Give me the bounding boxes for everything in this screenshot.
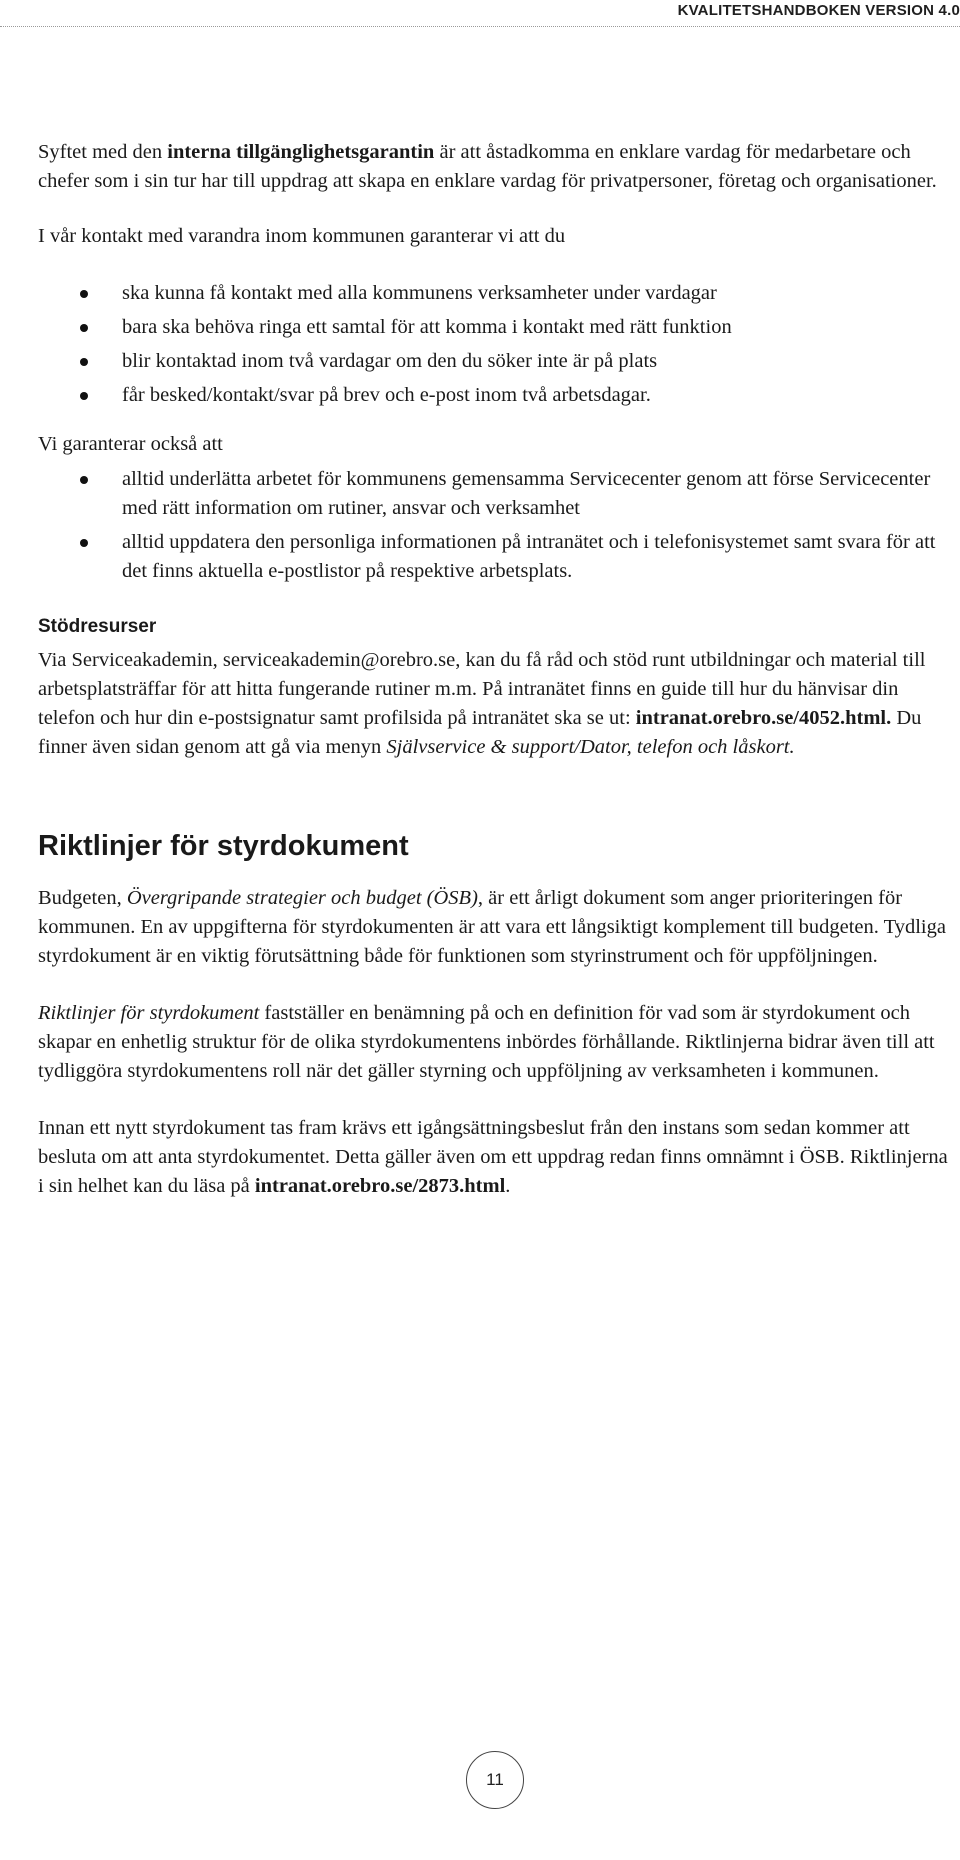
header-divider	[0, 26, 960, 27]
list-item	[38, 279, 948, 308]
list-item-text: ska kunna få kontakt med alla kommunens verksamheter under vardagar	[122, 282, 717, 304]
bullet-icon	[80, 539, 88, 547]
budget-text-end: , är ett årligt dokument som anger prioriteringen för kommunen. En av uppgifterna för styrdokumenten är att vara ett långsiktigt komplement till budgeten. Tydliga styrdokument är en viktig förutsättning både för funktionen som styrinstrument och för uppföljningen.	[38, 887, 946, 967]
decision-text-end: .	[505, 1175, 511, 1197]
budget-text-start: Budgeten,	[38, 887, 127, 909]
bullet-icon	[80, 290, 88, 298]
decision-paragraph	[38, 1114, 948, 1201]
bullet-icon	[80, 476, 88, 484]
list-item	[38, 313, 948, 342]
intro-paragraph	[38, 138, 948, 196]
page-header	[0, 0, 960, 26]
contact-intro: I vår kontakt med varandra inom kommunen garanterar vi att du	[38, 225, 566, 247]
intro-text-start: Syftet med den	[38, 141, 168, 163]
guidelines-link[interactable]: intranat.orebro.se/2873.html	[254, 1175, 506, 1197]
contact-guarantee-list	[38, 279, 948, 410]
list-item	[38, 465, 948, 523]
list-item-text: får besked/kontakt/svar på brev och e-post inom två arbetsdagar.	[122, 384, 651, 406]
list-item-text: alltid uppdatera den personliga informationen på intranätet och i telefonisystemet samt svara för att det finns aktuella e-postlistor på respektive arbetsplats.	[122, 531, 936, 582]
menu-path: Självservice & support/Dator, telefon och låskort.	[386, 736, 795, 758]
list-item-text: blir kontaktad inom två vardagar om den du söker inte är på plats	[122, 350, 658, 372]
guidelines-paragraph	[38, 999, 948, 1086]
budget-paragraph	[38, 884, 948, 971]
intro-term: interna tillgänglighetsgarantin	[167, 141, 435, 163]
page-number-badge	[466, 1751, 524, 1809]
also-guarantee-intro: Vi garanterar också att	[38, 433, 223, 455]
support-heading: Stödresurser	[38, 616, 157, 637]
list-item	[38, 528, 948, 586]
list-item-text: bara ska behöva ringa ett samtal för att komma i kontakt med rätt funktion	[122, 316, 732, 338]
bullet-icon	[80, 392, 88, 400]
support-text: Via Serviceakademin, serviceakademin@orebro.se, kan du få råd och stöd runt utbildningar och material till arbetsplatsträffar för att hitta fungerande rutiner m.m. På intranätet finns en guide till hur du hänvisar din telefon och hur din e-postsignatur samt profilsida på intranätet ska se ut:	[38, 649, 926, 729]
also-guarantee-list	[38, 465, 948, 586]
guidelines-heading: Riktlinjer för styrdokument	[38, 830, 409, 862]
budget-document-title: Övergripande strategier och budget (ÖSB)	[126, 887, 478, 909]
guidelines-text: fastställer en benämning på och en definition för vad som är styrdokument och skapar en enhetlig struktur för de olika styrdokumentens inbördes förhållande. Riktlinjerna bidrar även till att tydliggöra styrdokumentens roll när det gäller styrning och uppföljning av verksamheten i kommunen.	[38, 1002, 935, 1082]
support-link[interactable]: intranat.orebro.se/4052.html.	[635, 707, 892, 729]
list-item	[38, 347, 948, 376]
list-item	[38, 381, 948, 410]
document-body	[38, 138, 948, 1201]
decision-text: Innan ett nytt styrdokument tas fram krävs ett igångsättningsbeslut från den instans som sedan kommer att besluta om att anta styrdokumentet. Detta gäller även om ett uppdrag redan finns omnämnt i ÖSB. Riktlinjerna i sin helhet kan du läsa på	[38, 1117, 948, 1197]
list-item-text: alltid underlätta arbetet för kommunens gemensamma Servicecenter genom att förse Servicecenter med rätt information om rutiner, ansvar och verksamhet	[122, 468, 931, 519]
page-number: 11	[486, 1770, 504, 1789]
header-title: KVALITETSHANDBOKEN VERSION 4.0	[677, 2, 960, 19]
intro-text-end: är att åstadkomma en enklare vardag för medarbetare och chefer som i sin tur har till uppdrag att skapa en enklare vardag för privatpersoner, företag och organisationer.	[38, 141, 937, 192]
support-text-cont: Du finner även sidan genom att gå via menyn	[38, 707, 922, 758]
support-paragraph	[38, 646, 948, 762]
bullet-icon	[80, 358, 88, 366]
guidelines-document-title: Riktlinjer för styrdokument	[38, 1002, 260, 1024]
bullet-icon	[80, 324, 88, 332]
